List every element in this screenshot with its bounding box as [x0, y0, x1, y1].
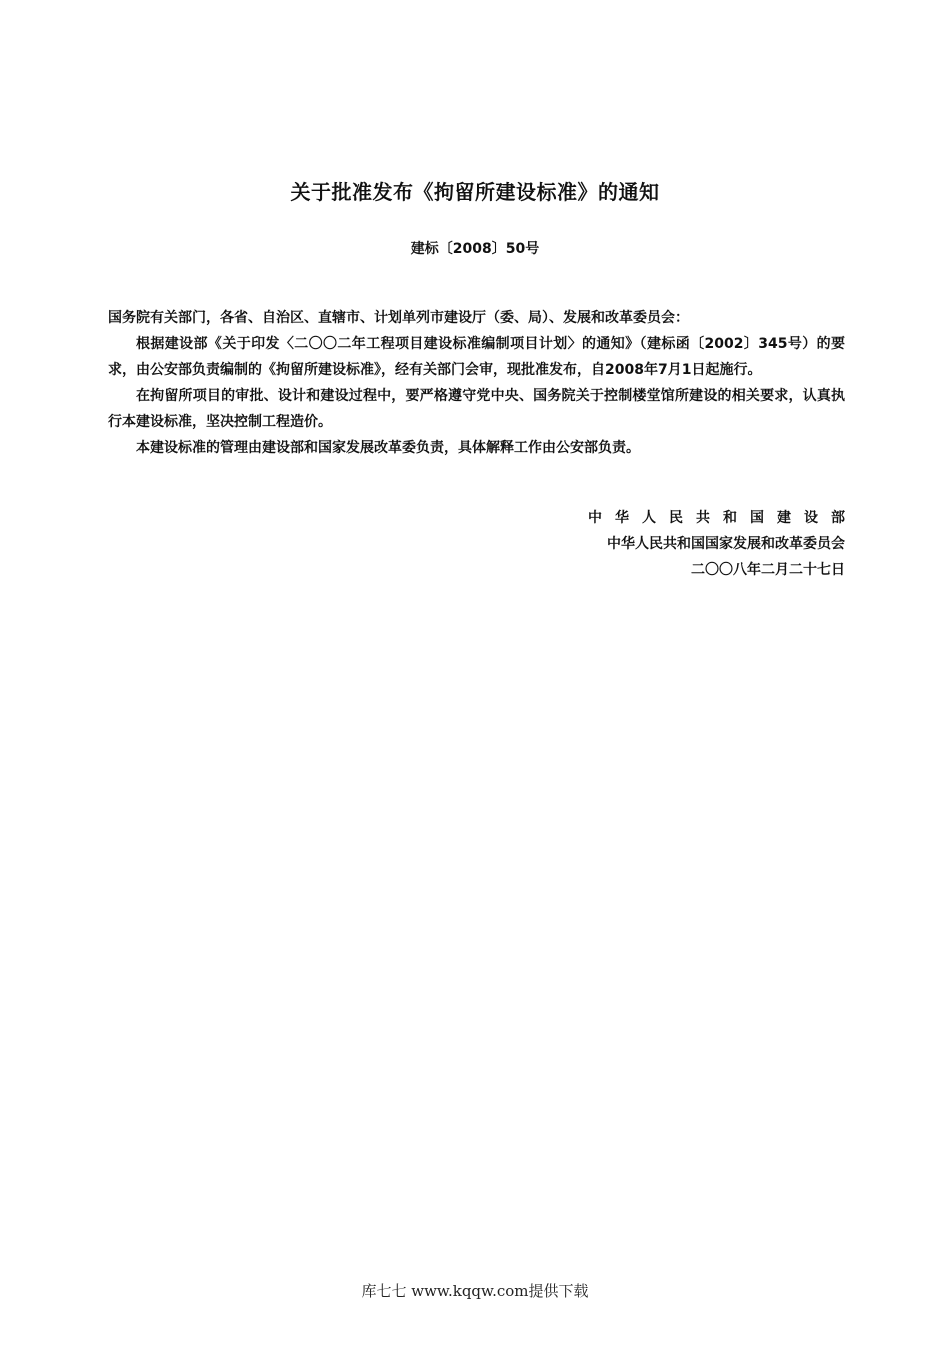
body-paragraph-3: 本建设标准的管理由建设部和国家发展改革委负责，具体解释工作由公安部负责。	[136, 440, 640, 456]
document-number: 建标〔2008〕50号	[410, 241, 540, 257]
addressee-paragraph: 国务院有关部门，各省、自治区、直辖市、计划单列市建设厅（委、局）、发展和改革委员会：	[108, 310, 689, 326]
signatory-ministry-of-construction: 中华人民共和国建设部	[588, 510, 858, 526]
notice-title: 关于批准发布《拘留所建设标准》的通知	[290, 180, 660, 204]
signatory-ndrc: 中华人民共和国国家发展和改革委员会	[607, 536, 845, 552]
body-paragraph-2: 在拘留所项目的审批、设计和建设过程中，要严格遵守党中央、国务院关于控制楼堂馆所建设的相关要求，认真执行本建设标准，坚决控制工程造价。	[108, 388, 845, 430]
signature-block	[588, 505, 858, 583]
body-paragraph-1: 根据建设部《关于印发〈二〇〇二年工程项目建设标准编制项目计划〉的通知》（建标函〔2002〕345号）的要求，由公安部负责编制的《拘留所建设标准》，经有关部门会审，现批准发布，自2008年7月1日起施行。	[108, 336, 845, 378]
issue-date: 二〇〇八年二月二十七日	[691, 562, 845, 578]
download-footer: 库七七 www.kqqw.com提供下载	[361, 1282, 589, 1300]
notice-body	[108, 305, 845, 461]
